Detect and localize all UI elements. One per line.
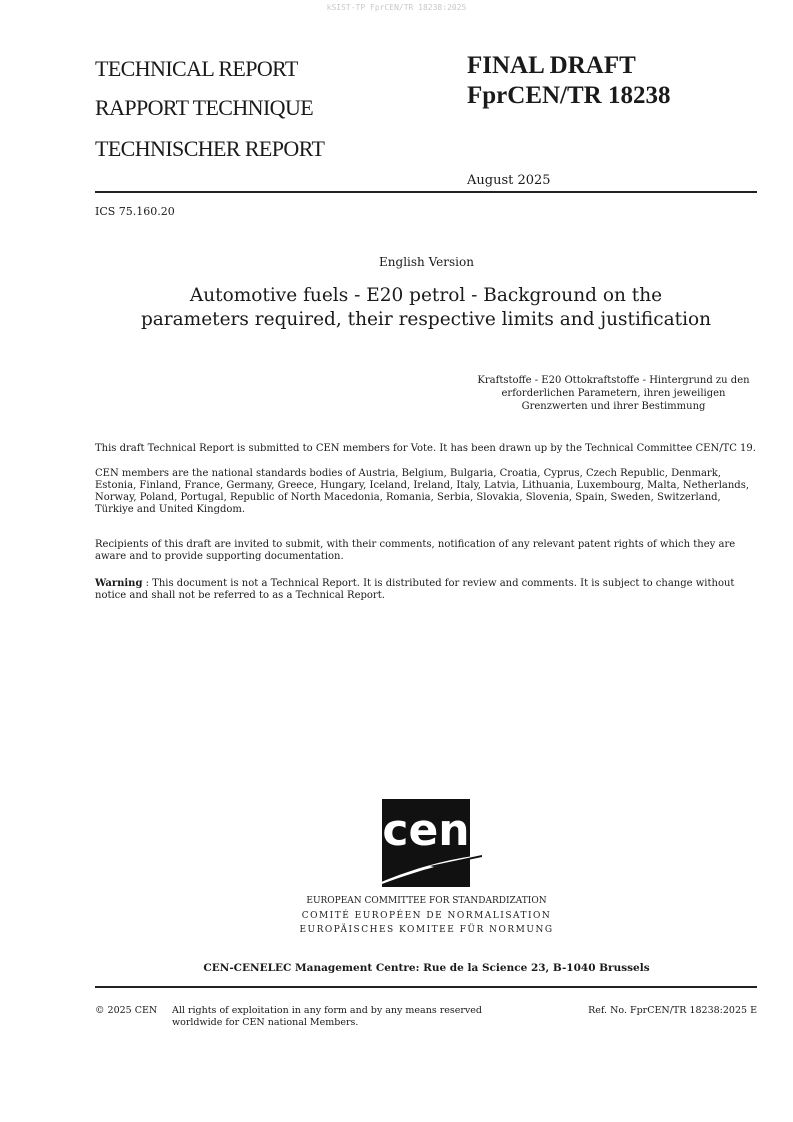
org-name-de: EUROPÄISCHES KOMITEE FÜR NORMUNG	[299, 925, 554, 935]
management-centre-address: CEN-CENELEC Management Centre: Rue de la Science 23, B-1040 Brussels	[203, 962, 650, 974]
document-title-german: Kraftstoffe - E20 Ottokraftstoffe - Hintergrund zu den erforderlichen Parametern, ihren jeweiligen Grenzwerten und ihrer Bestimmung	[477, 375, 750, 412]
document-title: Automotive fuels - E20 petrol - Background on the parameters required, their respective limits and justification	[140, 285, 712, 330]
draft-status: FINAL DRAFT	[467, 52, 636, 79]
copyright: © 2025 CEN	[95, 1005, 158, 1016]
draft-heading	[467, 51, 670, 111]
warning-label: Warning	[95, 578, 143, 589]
report-type-fr: RAPPORT TECHNIQUE	[95, 95, 314, 120]
members-list: CEN members are the national standards bodies of Austria, Belgium, Bulgaria, Croatia, Cyprus, Czech Republic, Denmark, Estonia, Finland, France, Germany, Greece, Hungary, Iceland, Ireland, Italy, Latvia, Lithuania, Luxembourg, Malta, Netherlands, Norway, Poland, Portugal, Republic of North Macedonia, Romania, Serbia, Slovakia, Slovenia, Spain, Sweden, Switzerland, Türkiye and United Kingdom.	[95, 468, 750, 515]
patent-notice: Recipients of this draft are invited to submit, with their comments, notification of any relevant patent rights of which they are aware and to provide supporting documentation.	[95, 539, 736, 562]
footer-divider	[95, 986, 757, 988]
warning-text: : This document is not a Technical Report. It is distributed for review and comments. It is subject to change without notice and shall not be referred to as a Technical Report.	[95, 578, 735, 601]
watermark: kSIST-TP FprCEN/TR 18238:2025	[326, 3, 467, 12]
language-version: English Version	[379, 255, 474, 269]
cen-logo	[370, 799, 482, 889]
report-type-en: TECHNICAL REPORT	[95, 56, 298, 81]
ics-code: ICS 75.160.20	[95, 205, 175, 218]
org-name-en: EUROPEAN COMMITTEE FOR STANDARDIZATION	[306, 896, 547, 906]
cen-logo-text: cen	[382, 805, 470, 856]
document-number: FprCEN/TR 18238	[467, 82, 671, 109]
warning-paragraph	[95, 578, 759, 602]
publication-date: August 2025	[467, 173, 551, 188]
org-name-fr: COMITÉ EUROPÉEN DE NORMALISATION	[301, 911, 552, 921]
draft-notice: This draft Technical Report is submitted to CEN members for Vote. It has been drawn up by the Technical Committee CEN/TC 19.	[95, 443, 756, 454]
report-type-de: TECHNISCHER REPORT	[95, 136, 325, 161]
reference-number: Ref. No. FprCEN/TR 18238:2025 E	[588, 1005, 757, 1016]
rights-statement: All rights of exploitation in any form and by any means reserved worldwide for CEN national Members.	[172, 1005, 483, 1028]
header-divider	[95, 191, 757, 193]
